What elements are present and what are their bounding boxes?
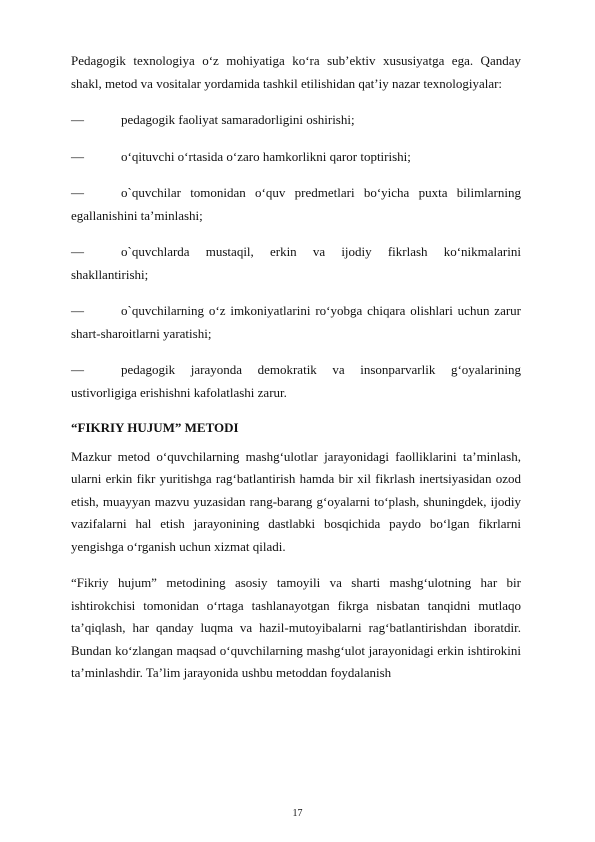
- document-page: [71, 50, 521, 685]
- paragraph: “Fikriy hujum” metodining asosiy tamoyili va sharti mashg‘ulotning har bir ishtirokchisi tomonidan o‘rtaga tashlanayotgan fikrga nisbatan tanqidni mutlaqo ta’qiqlash, har qanday luqma va hazil-mutoyibalarni rag‘batlantirishdan iboratdir. Bundan ko‘zlangan maqsad o‘quvchilarning mashg‘ulot jarayonidagi erkin ishtirokini ta’minlashdir. Ta’lim jarayonida ushbu metoddan foydalanish: [71, 575, 521, 680]
- bullet-text: o`quvchilar tomonidan o‘quv predmetlari bo‘yicha puxta bilimlarning egallanishini ta’minlashi;: [71, 185, 521, 223]
- bullet-dash: —: [71, 362, 84, 377]
- intro-paragraph: Pedagogik texnologiya o‘z mohiyatiga ko‘ra sub’ektiv xususiyatga ega. Qanday shakl, metod va vositalar yordamida tashkil etilishidan qat’iy nazar texnologiyalar:: [71, 53, 521, 91]
- page-number: 17: [292, 808, 303, 819]
- bullet-text: o`quvchilarning o‘z imkoniyatlarini ro‘yobga chiqara olishlari uchun zarur shart-sharoitlarni yaratishi;: [71, 303, 521, 341]
- bullet-item: [71, 300, 521, 345]
- bullet-dash: —: [71, 112, 84, 127]
- bullet-dash: —: [71, 185, 84, 200]
- bullet-dash: —: [71, 148, 84, 164]
- bullet-item: [71, 359, 521, 404]
- bullet-text: pedagogik faoliyat samaradorligini oshirishi;: [121, 112, 355, 127]
- bullet-text: o`quvchlarda mustaqil, erkin va ijodiy fikrlash ko‘nikmalarini shakllantirishi;: [71, 244, 521, 282]
- bullet-text: pedagogik jarayonda demokratik va insonparvarlik g‘oyalarining ustivorligiga erishishni kafolatlashi zarur.: [71, 362, 521, 400]
- bullet-item: [71, 109, 521, 132]
- section-heading: “FIKRIY HUJUM” METODI: [71, 420, 239, 435]
- bullet-item: [71, 182, 521, 227]
- bullet-dash: —: [71, 303, 84, 318]
- paragraph: Mazkur metod o‘quvchilarning mashg‘ulotlar jarayonidagi faolliklarini ta’minlash, ularni erkin fikr yuritishga rag‘batlantirish hamda bir xil fikrlash inertsiyasidan ozod etish, muayyan mazvu yuzasidan rang-barang g‘oyalarni to‘plash, shuningdek, ijodiy vazifalarni hal etish jarayonining dastlabki bosqichida paydo bo‘lgan fikrlarni yengishga o‘rganish uchun xizmat qiladi.: [71, 448, 521, 554]
- bullet-dash: —: [71, 244, 84, 259]
- bullet-item: [71, 241, 521, 286]
- bullet-item: [71, 146, 521, 169]
- bullet-text: o‘qituvchi o‘rtasida o‘zaro hamkorlikni qaror toptirishi;: [121, 148, 411, 164]
